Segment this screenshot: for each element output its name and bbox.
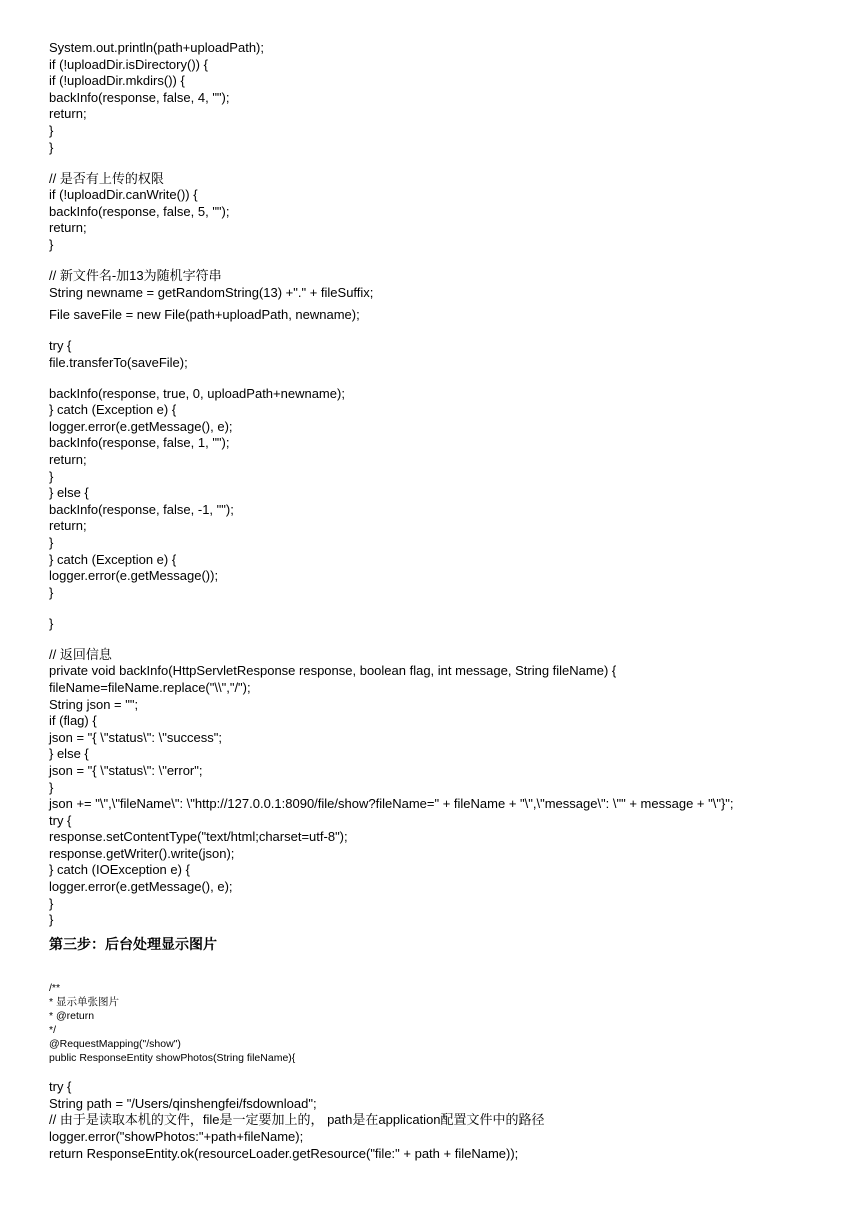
code-comment: * @return [49,1009,95,1022]
code-line: System.out.println(path+uploadPath); [49,40,264,55]
code-comment: // 由于是读取本机的文件，file是一定要加上的， path是在application配置文件中的路径 [49,1112,545,1128]
code-comment: * 显示单张图片 [49,995,120,1008]
code-line: logger.error(e.getMessage(), e); [49,879,233,895]
code-line: logger.error(e.getMessage(), e); [49,418,233,434]
code-line: return; [49,220,87,236]
code-line: backInfo(response, false, -1, ""); [49,501,234,517]
code-line: return; [49,106,87,122]
code-line: try { [49,812,72,828]
code-line: } [49,912,54,928]
code-line: return; [49,518,87,534]
code-line: return ResponseEntity.ok(resourceLoader.getResource("file:" + path + fileName)); [49,1145,519,1161]
code-line: return; [49,452,87,468]
code-line: private void backInfo(HttpServletResponse response, boolean flag, int message, String fileName) { [49,663,617,679]
code-line: response.getWriter().write(json); [49,845,235,861]
code-line: file.transferTo(saveFile); [49,354,188,370]
code-line: if (!uploadDir.isDirectory()) { [49,56,208,72]
code-line: } [49,895,54,911]
code-comment: /** [49,981,61,994]
code-line: json = "{ \"status\": \"error"; [49,762,203,778]
code-line: response.setContentType("text/html;charset=utf-8"); [49,829,348,845]
code-line: } else { [49,485,89,501]
code-line: public ResponseEntity showPhotos(String fileName){ [49,1051,296,1064]
code-line: try { [49,1079,72,1095]
code-line: } [49,236,54,252]
code-line: } [49,139,54,155]
code-block-upload-dir-check [49,40,849,156]
code-block-show-photos-body [49,1079,849,1162]
section-heading: 第三步：后台处理显示图片 [49,935,217,952]
code-line: } [49,779,54,795]
code-line: logger.error("showPhotos:"+path+fileName); [49,1129,304,1145]
code-line: backInfo(response, false, 4, ""); [49,89,230,105]
code-block-backinfo [49,647,849,929]
code-line: String newname = getRandomString(13) +"." + fileSuffix; [49,284,374,300]
code-block-transfer [49,338,849,371]
code-line: fileName=fileName.replace("\\","/"); [49,679,251,695]
code-line: json += "\",\"fileName\": \"http://127.0.0.1:8090/file/show?fileName=" + fileName + "\",\"message\": \"" + message + "\"}"; [49,796,734,812]
code-block-close [49,616,849,633]
code-line: File saveFile = new File(path+uploadPath, newname); [49,307,360,323]
code-line: json = "{ \"status\": \"success"; [49,729,223,745]
code-line: backInfo(response, false, 5, ""); [49,203,230,219]
code-line: if (!uploadDir.canWrite()) { [49,187,198,203]
code-line: backInfo(response, true, 0, uploadPath+newname); [49,385,345,401]
code-line: } [49,468,54,484]
code-comment: // 新文件名-加13为随机字符串 [49,267,222,283]
code-line: } catch (Exception e) { [49,402,177,418]
code-line: String json = ""; [49,696,139,712]
code-line: try { [49,338,72,354]
code-line: } [49,122,54,138]
code-line: if (flag) { [49,713,97,729]
code-block-write-permission [49,171,849,254]
code-line: String path = "/Users/qinshengfei/fsdownload"; [49,1095,317,1111]
code-line: } catch (IOException e) { [49,862,190,878]
document-page [49,40,849,1162]
code-line: } catch (Exception e) { [49,551,177,567]
code-comment: // 是否有上传的权限 [49,170,164,186]
code-line: } [49,535,54,550]
code-line: } [49,584,54,600]
code-line: } [49,615,54,631]
code-block-show-photos [49,981,849,1065]
code-block-catch [49,386,849,602]
code-line: @RequestMapping("/show") [49,1037,181,1050]
code-comment: */ [49,1023,57,1036]
code-line: backInfo(response, false, 1, ""); [49,435,230,451]
code-line: } else { [49,746,89,762]
code-line: logger.error(e.getMessage()); [49,568,219,584]
code-block-new-filename [49,268,849,301]
code-comment: // 返回信息 [49,646,112,662]
code-block-save-file [49,307,849,324]
code-line: if (!uploadDir.mkdirs()) { [49,73,185,89]
